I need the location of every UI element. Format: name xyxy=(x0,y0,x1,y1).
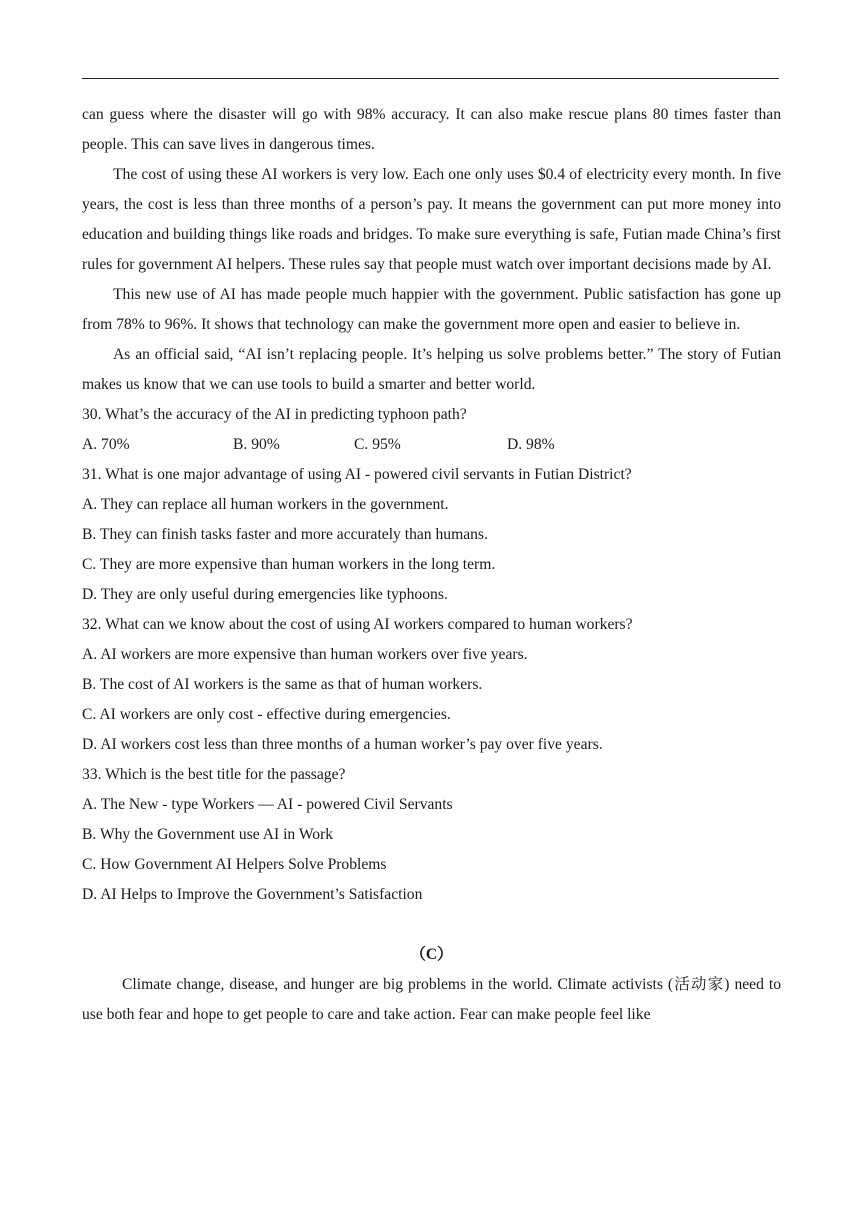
question-31-option-b: B. They can finish tasks faster and more accurately than humans. xyxy=(82,526,488,543)
passage-b-paragraph-4: As an official said, “AI isn’t replacing people. It’s helping us solve problems better.” The story of Futian makes us know that we can use tools to build a smarter and better world. xyxy=(82,346,781,393)
question-31-option-a: A. They can replace all human workers in the government. xyxy=(82,496,449,513)
question-30-option-c: C. 95% xyxy=(354,436,401,453)
question-32-option-a: A. AI workers are more expensive than human workers over five years. xyxy=(82,646,528,663)
section-c-heading: （C） xyxy=(410,946,453,963)
question-33-option-d: D. AI Helps to Improve the Government’s Satisfaction xyxy=(82,886,423,903)
question-31-stem: 31. What is one major advantage of using AI - powered civil servants in Futian District? xyxy=(82,466,632,483)
question-33-stem: 33. Which is the best title for the passage? xyxy=(82,766,346,783)
question-32-option-c: C. AI workers are only cost - effective during emergencies. xyxy=(82,706,451,723)
question-32-stem: 32. What can we know about the cost of using AI workers compared to human workers? xyxy=(82,616,633,633)
header-rule xyxy=(82,78,779,79)
question-30-option-b: B. 90% xyxy=(233,436,280,453)
question-30-option-d: D. 98% xyxy=(507,436,555,453)
question-30-option-a: A. 70% xyxy=(82,436,130,453)
passage-c-paragraph: Climate change, disease, and hunger are big problems in the world. Climate activists (活动家) need to use both fear and hope to get people to care and take action. Fear can make people feel like xyxy=(82,976,781,1023)
question-30-stem: 30. What’s the accuracy of the AI in predicting typhoon path? xyxy=(82,406,467,423)
question-32-option-b: B. The cost of AI workers is the same as that of human workers. xyxy=(82,676,483,693)
question-33-option-c: C. How Government AI Helpers Solve Problems xyxy=(82,856,387,873)
question-30-options xyxy=(82,430,781,460)
passage-b-paragraph-3: This new use of AI has made people much happier with the government. Public satisfaction has gone up from 78% to 96%. It shows that technology can make the government more open and easier to believe in. xyxy=(82,286,781,333)
document-body xyxy=(82,100,781,1030)
question-32-option-d: D. AI workers cost less than three months of a human worker’s pay over five years. xyxy=(82,736,603,753)
passage-b-paragraph-2: The cost of using these AI workers is very low. Each one only uses $0.4 of electricity every month. In five years, the cost is less than three months of a person’s pay. It means the government can put more money into education and building things like roads and bridges. To make sure everything is safe, Futian made China’s first rules for government AI helpers. These rules say that people must watch over important decisions made by AI. xyxy=(82,166,781,273)
question-33-option-b: B. Why the Government use AI in Work xyxy=(82,826,334,843)
section-gap xyxy=(82,910,781,940)
question-31-option-d: D. They are only useful during emergencies like typhoons. xyxy=(82,586,448,603)
question-33-option-a: A. The New - type Workers — AI - powered Civil Servants xyxy=(82,796,453,813)
question-31-option-c: C. They are more expensive than human workers in the long term. xyxy=(82,556,496,573)
passage-b-paragraph-1: can guess where the disaster will go with 98% accuracy. It can also make rescue plans 80 times faster than people. This can save lives in dangerous times. xyxy=(82,106,781,153)
